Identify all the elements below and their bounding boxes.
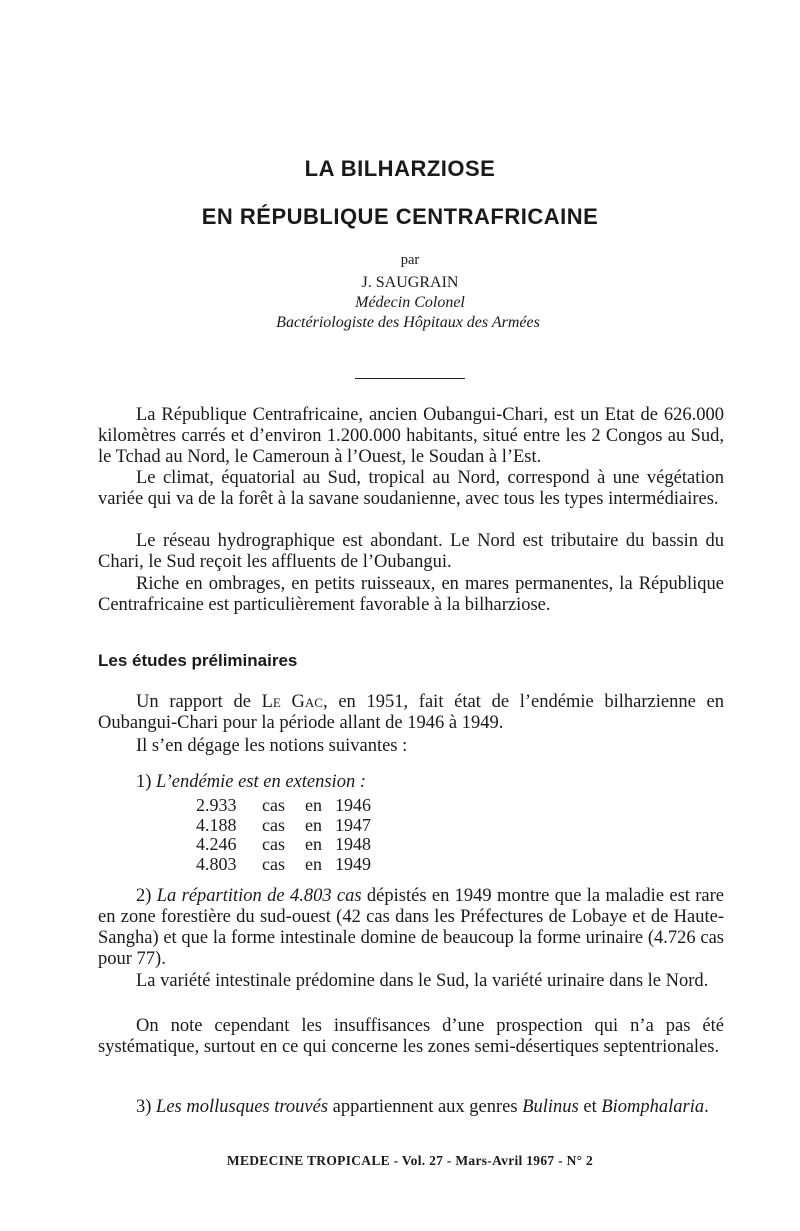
item-2 [98,886,724,970]
intro-paragraph-3: Le réseau hydrographique est abondant. Le Nord est tributaire du bassin du Chari, le Sud reçoit les affluents de l’Oubangui. [98,531,724,572]
intro-paragraph-4: Riche en ombrages, en petits ruisseaux, en mares permanentes, la République Centrafricaine est particulièrement favorable à la bilharziose. [98,574,724,615]
section-paragraph-2: Il s’en dégage les notions suivantes : [136,736,408,756]
author-name: J. SAUGRAIN [361,274,459,291]
section-heading: Les études préliminaires [98,651,298,670]
cases-row [196,835,371,855]
intro-paragraph-2: Le climat, équatorial au Sud, tropical au Nord, correspond à une végétation variée qui va de la forêt à la savane soudanienne, avec tous les types intermédiaires. [98,468,724,509]
case-count: 4.803 [196,853,237,874]
journal-footer: MEDECINE TROPICALE - Vol. 27 - Mars-Avril 1967 - N° 2 [226,1153,594,1168]
item-3-end: . [704,1097,709,1117]
author-role: Médecin Colonel [355,294,465,311]
item-3-number: 3) [136,1097,152,1117]
case-count: 2.933 [196,795,237,815]
item-1-heading: L’endémie est en extension : [156,772,366,792]
item-1-number: 1) [136,772,152,792]
genus-biomphalaria: Biomphalaria [601,1097,705,1117]
case-prep: en [305,814,322,835]
section-paragraph-1 [98,692,724,734]
title-line-2: EN RÉPUBLIQUE CENTRAFRICAINE [201,204,599,229]
separator-rule [355,378,465,379]
cases-row [196,796,371,816]
item-2-text: dépistés en 1949 montre que la maladie est rare en zone forestière du sud-ouest (42 cas dans les Préfectures de Lobaye et de Haute-Sangha) et que la forme intestinale domine de beaucoup la forme urinaire (4.726 cas pour 77). [98,886,724,969]
p1-text-a: Un rapport de [136,692,262,712]
item-3 [98,1097,724,1118]
case-prep: en [305,795,322,815]
case-year: 1946 [335,795,371,815]
item-3-heading: Les mollusques trouvés [156,1097,329,1117]
cases-row [196,855,371,875]
intro-paragraph-1: La République Centrafricaine, ancien Oubangui-Chari, est un Etat de 626.000 kilomètres carrés et d’environ 1.200.000 habitants, situé entre les 2 Congos au Sud, le Tchad au Nord, le Cameroun à l’Ouest, le Soudan à l’Est. [98,405,724,467]
case-prep: en [305,834,322,854]
item-3-and: et [578,1097,602,1117]
p1-text-b: , en 1951, fait état de l’endémie bilharzienne en Oubangui-Chari pour la période allant de 1946 à 1949. [98,692,724,733]
item-1 [98,772,724,793]
case-word: cas [262,834,285,854]
title-line-1: LA BILHARZIOSE [304,156,496,181]
item-3-text: appartiennent aux genres [328,1097,523,1117]
cited-author: Le Gac [261,692,323,712]
case-year: 1949 [335,853,371,874]
case-word: cas [262,814,285,835]
case-count: 4.246 [196,834,237,854]
case-year: 1947 [335,814,371,835]
cases-list [196,796,371,874]
case-prep: en [305,853,322,874]
section-paragraph-3: La variété intestinale prédomine dans le Sud, la variété urinaire dans le Nord. [136,971,709,991]
section-paragraph-4: On note cependant les insuffisances d’une prospection qui n’a pas été systématique, surtout en ce qui concerne les zones semi-désertiques septentrionales. [98,1016,724,1057]
by-label: par [400,252,420,268]
item-2-number: 2) [136,886,152,906]
genus-bulinus: Bulinus [522,1097,579,1117]
case-year: 1948 [335,834,371,854]
case-word: cas [262,795,285,815]
author-affiliation: Bactériologiste des Hôpitaux des Armées [276,314,540,331]
case-count: 4.188 [196,814,237,835]
cases-row [196,816,371,836]
case-word: cas [262,853,285,874]
item-2-heading: La répartition de 4.803 cas [156,886,362,906]
